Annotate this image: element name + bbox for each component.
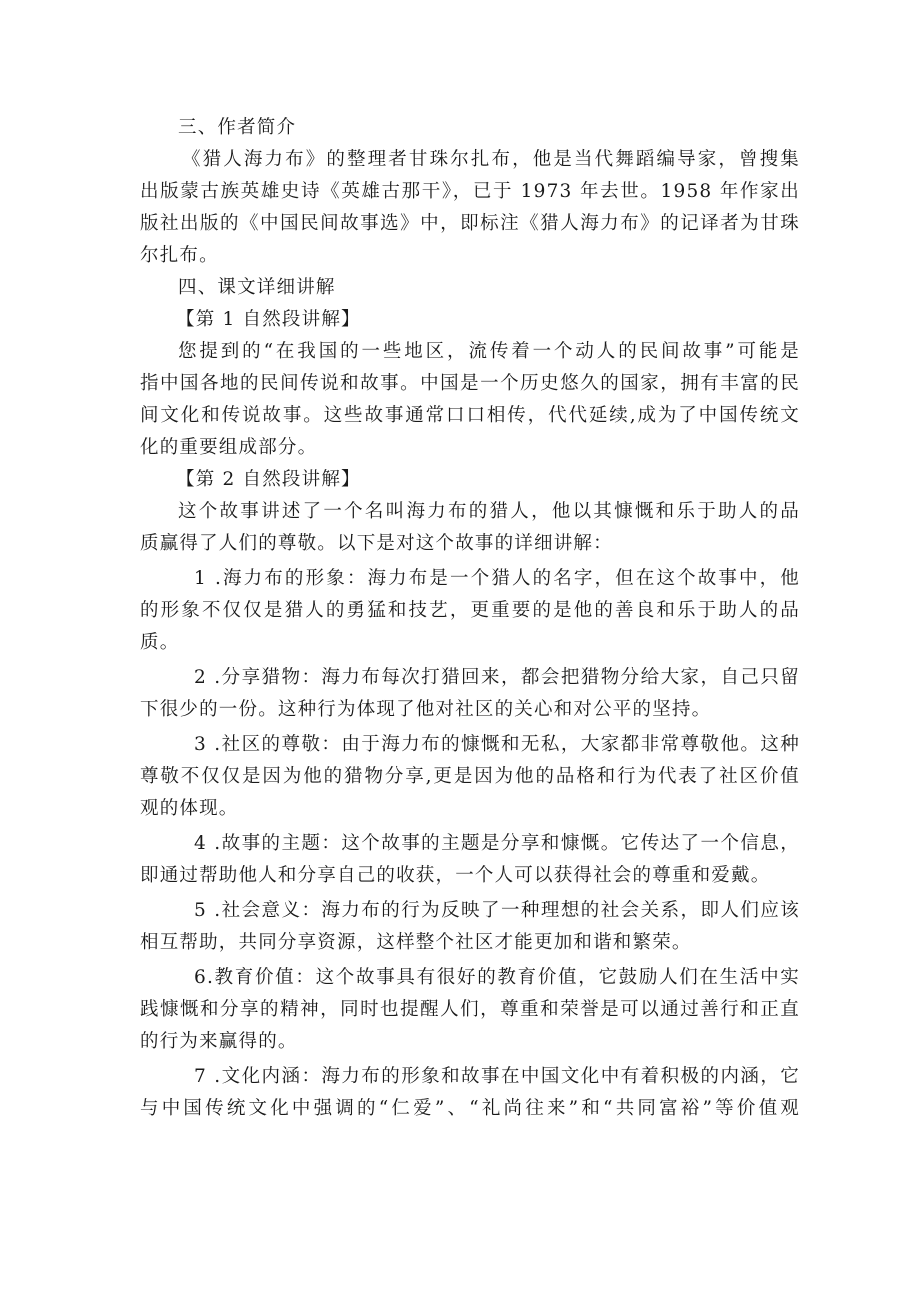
list-item-line: 5 .社会意义：海力布的行为反映了一种理想的社会关系，即人们应该 (194, 900, 800, 921)
list-item-line: 即通过帮助他人和分享自己的收获，一个人可以获得社会的尊重和爱戴。 (140, 865, 771, 886)
subsection-title-2: 【第 2 自然段讲解】 (176, 469, 361, 490)
list-item (140, 962, 800, 1058)
list-item-line: 3 .社区的尊敬：由于海力布的慷慨和无私，大家都非常尊敬他。这种 (194, 734, 800, 755)
paragraph-line: 《猎人海力布》的整理者甘珠尔扎布，他是当代舞蹈编导家，曾搜集 (182, 149, 800, 170)
list-item-line: 6.教育价值：这个故事具有很好的教育价值，它鼓励人们在生活中实 (194, 967, 800, 988)
list-item (140, 563, 800, 659)
subsection-1-paragraph (140, 336, 800, 464)
list-item-line: 与中国传统文化中强调的“仁爱”、“礼尚往来”和“共同富裕”等价值观 (140, 1098, 800, 1119)
subsection-2-paragraph (140, 496, 800, 560)
subsection-title-1: 【第 1 自然段讲解】 (176, 309, 361, 330)
list-item-line: 相互帮助，共同分享资源，这样整个社区才能更加和谐和繁荣。 (140, 932, 692, 953)
paragraph-line: 质赢得了人们的尊敬。以下是对这个故事的详细讲解： (140, 533, 613, 554)
paragraph-line: 尔扎布。 (140, 245, 219, 266)
list-item-line: 1 .海力布的形象：海力布是一个猎人的名字，但在这个故事中，他 (194, 568, 800, 589)
section-heading-explain: 四、课文详细讲解 (178, 277, 336, 298)
list-item-line: 的形象不仅仅是猎人的勇猛和技艺，更重要的是他的善良和乐于助人的品 (140, 600, 800, 621)
paragraph-line: 出版蒙古族英雄史诗《英雄古那干》，已于 1973 年去世。1958 年作家出 (140, 181, 800, 202)
list-item-line: 质。 (140, 632, 180, 653)
paragraph-line: 版社出版的《中国民间故事选》中，即标注《猎人海力布》的记译者为甘珠 (140, 213, 800, 234)
list-item-line: 2 .分享猎物：海力布每次打猎回来，都会把猎物分给大家，自己只留 (194, 667, 800, 688)
paragraph-line: 指中国各地的民间传说和故事。中国是一个历史悠久的国家，拥有丰富的民 (140, 373, 800, 394)
paragraph-line: 这个故事讲述了一个名叫海力布的猎人，他以其慷慨和乐于助人的品 (178, 501, 800, 522)
document-page (140, 112, 800, 1125)
list-item (140, 662, 800, 726)
list-item-line: 的行为来赢得的。 (140, 1031, 298, 1052)
list-item (140, 828, 800, 892)
paragraph-line: 化的重要组成部分。 (140, 437, 318, 458)
list-item-line: 7 .文化内涵：海力布的形象和故事在中国文化中有着积极的内涵，它 (194, 1066, 800, 1087)
paragraph-line: 您提到的“在我国的一些地区，流传着一个动人的民间故事”可能是 (178, 341, 800, 362)
list-item-line: 践慷慨和分享的精神，同时也提醒人们，尊重和荣誉是可以通过善行和正直 (140, 999, 800, 1020)
list-item (140, 1061, 800, 1125)
list-item-line: 4 .故事的主题：这个故事的主题是分享和慷慨。它传达了一个信息， (194, 833, 800, 854)
list-item (140, 729, 800, 825)
author-paragraph (140, 144, 800, 272)
list-item (140, 895, 800, 959)
section-heading-author: 三、作者简介 (178, 117, 297, 138)
paragraph-line: 间文化和传说故事。这些故事通常口口相传，代代延续,成为了中国传统文 (140, 405, 800, 426)
list-item-line: 尊敬不仅仅是因为他的猎物分享,更是因为他的品格和行为代表了社区价值 (140, 766, 800, 787)
list-item-line: 观的体现。 (140, 798, 239, 819)
list-item-line: 下很少的一份。这种行为体现了他对社区的关心和对公平的坚持。 (140, 699, 712, 720)
